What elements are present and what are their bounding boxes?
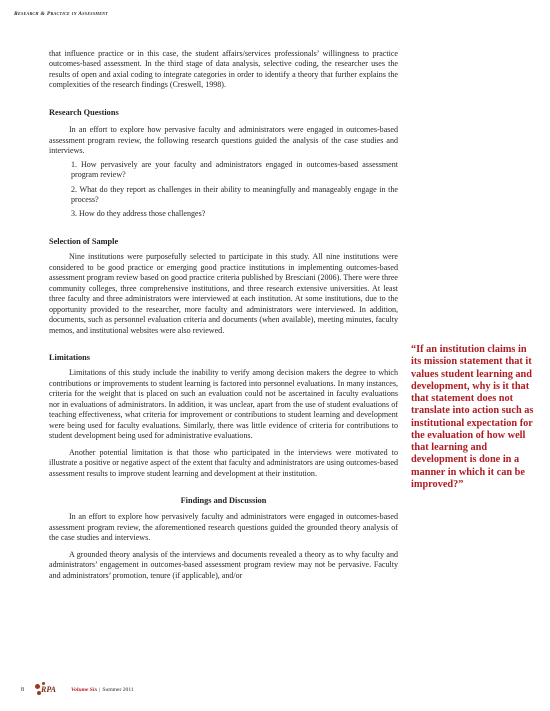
logo-text: RPA	[41, 685, 56, 694]
intro-paragraph: that influence practice or in this case, the student affairs/services professionals’ willingness to practice outcomes-based assessment. In the third stage of data analysis, selective coding, the researcher uses the results of open and axial coding to integrate categories in order to identify a theory that further explains the complexities of the research findings (Creswell, 1998).	[49, 49, 398, 90]
research-questions-heading: Research Questions	[49, 107, 119, 117]
issue-label: Summer 2011	[102, 687, 134, 693]
research-question: 1. How pervasively are your faculty and administrators engaged in outcomes-based assessment program review?	[71, 159, 398, 180]
research-questions-list	[71, 160, 398, 220]
selection-of-sample-paragraph: Nine institutions were purposefully selected to participate in this study. All nine institutions were considered to be good practice or emerging good practice institutions in implementing outcomes-based assessment program review based on good practice criteria published by Bresciani (2006). There were three community colleges, three comprehensive institutions, and three research extensive universities. At least three faculty and three administrators were interviewed at each institution. At some institutions, due to the opportunity provided to the researcher, more faculty and administrators were interviewed. In addition, documents, such as personnel evaluation criteria and documents (when available), meeting minutes, faculty memos, and institutional websites were also reviewed.	[49, 252, 398, 335]
findings-paragraph: In an effort to explore how pervasively faculty and administrators were engaged in outcomes-based assessment program review, the aforementioned research questions guided the grounded theory analysis of the case studies and interviews.	[49, 512, 398, 543]
limitations-paragraph: Another potential limitation is that those who participated in the interviews were motivated to illustrate a positive or negative aspect of the extent that faculty and administrators are using outcomes-based assessment results to improve student learning and development at their institution.	[49, 447, 398, 478]
main-column	[49, 49, 398, 581]
limitations-paragraph: Limitations of this study include the inability to verify among decision makers the degree to which contributions or improvements to student learning is factored into personnel evaluations. In many instances, criteria for the weight that is placed on such an evaluation could not be ascertained in faculty evaluations nor in evaluations of administrators. In addition, it was unclear, apart from the use of student evaluations of teaching effectiveness, what criteria for improvement or contributions to student learning and development were being used for faculty evaluations. Similarly, there was little evidence of criteria for contributions to student development being used for administrative evaluations.	[49, 368, 398, 441]
limitations-heading: Limitations	[49, 352, 91, 362]
page-number: 8	[21, 687, 24, 693]
findings-heading: Findings and Discussion	[180, 495, 267, 505]
research-questions-paragraph: In an effort to explore how pervasive faculty and administrators were engaged in outcomes-based assessment program review, the following research questions guided the analysis of the case studies and interviews.	[49, 125, 398, 156]
rpa-logo	[35, 682, 65, 698]
findings-paragraph: A grounded theory analysis of the interviews and documents revealed a theory as to why faculty and administrators’ engagement in outcomes-based assessment program review may not be pervasive. Faculty and administrators’ promotion, tenure (if applicable), and/or	[49, 549, 398, 580]
page-footer	[21, 682, 134, 698]
pull-quote: “If an institution claims in its mission statement that it values student learning and development, why is it that that statement does not translate into action such as institutional expectation for the evaluation of how well that learning and development is done in a manner in which it can be improved?”	[411, 344, 534, 490]
running-header: Research & Practice in Assessment	[14, 11, 109, 17]
research-question: 3. How do they address those challenges?	[71, 209, 206, 219]
research-question: 2. What do they report as challenges in their ability to meaningfully and manageably engage in the process?	[71, 184, 398, 204]
volume-label: Volume Six	[71, 687, 98, 693]
footer-separator: |	[99, 687, 101, 693]
selection-of-sample-heading: Selection of Sample	[49, 236, 119, 246]
